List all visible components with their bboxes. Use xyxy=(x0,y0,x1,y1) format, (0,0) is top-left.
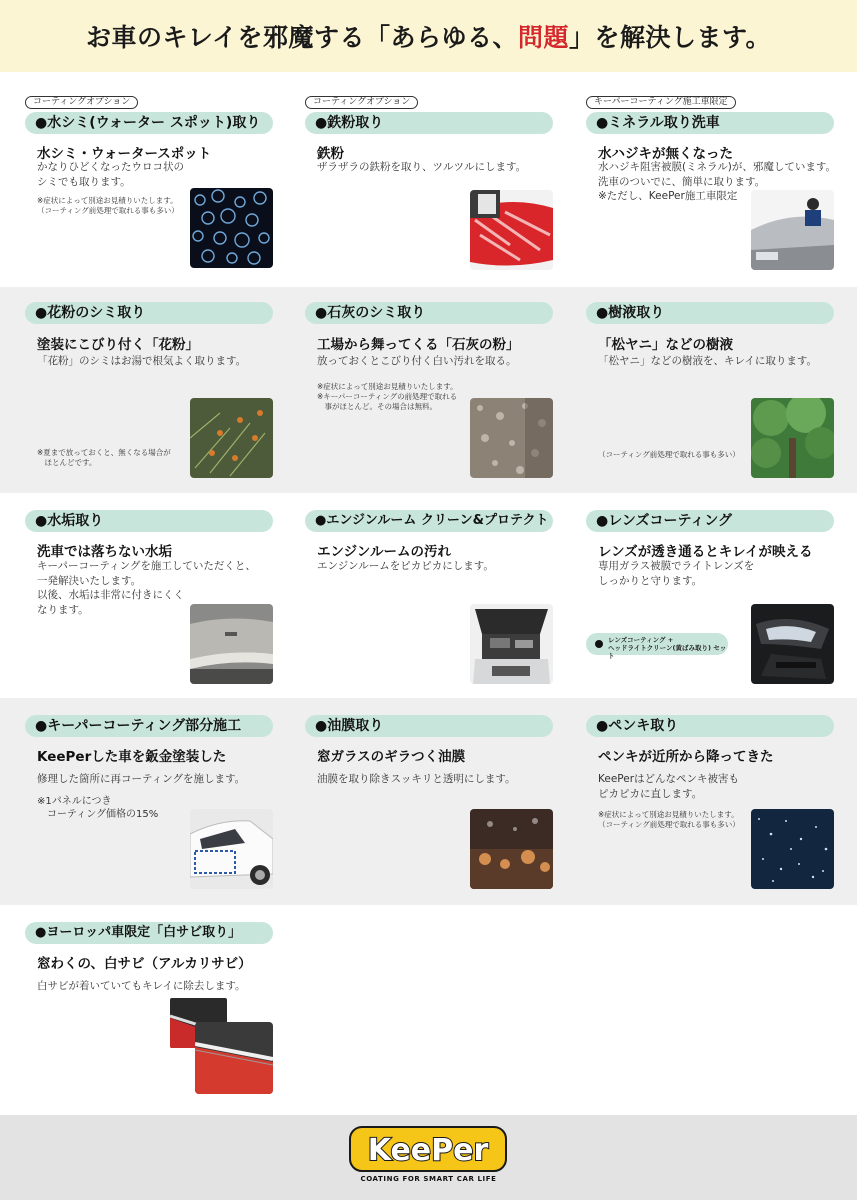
paint-photo xyxy=(751,809,834,889)
water-spot-photo xyxy=(190,188,273,268)
item-title: ●ミネラル取り洗車 xyxy=(586,112,834,134)
item-subtitle: 塗装にこびり付く「花粉」 xyxy=(37,337,199,353)
item-subtitle: レンズが透き通るとキレイが映える xyxy=(598,544,813,560)
item-subtitle: エンジンルームの汚れ xyxy=(317,544,451,560)
item-desc: 「花粉」のシミはお湯で根気よく取ります。 xyxy=(37,355,247,367)
page-header xyxy=(0,0,857,72)
tree-sap-photo xyxy=(751,398,834,478)
item-subtitle: 水シミ・ウォータースポット xyxy=(37,146,212,162)
item-desc: 放っておくとこびり付く白い汚れを取る。 xyxy=(317,355,517,367)
item-desc: KeePerはどんなペンキ被害も ピカピカに直します。 xyxy=(598,773,740,800)
item-subtitle: 工場から舞ってくる「石灰の粉」 xyxy=(317,337,520,353)
item-engine-room xyxy=(305,510,555,695)
item-desc: かなりひどくなったウロコ状の シミでも取ります。 xyxy=(37,161,184,188)
item-tag: キーパーコーティング施工車限定 xyxy=(586,96,736,109)
iron-powder-photo xyxy=(470,190,553,270)
item-note: （コーティング前処理で取れる事も多い） xyxy=(598,450,740,459)
row-1 xyxy=(0,72,857,287)
item-desc: 油膜を取り除きスッキリと透明にします。 xyxy=(317,773,516,785)
item-note: ※症状によって別途お見積りいたします。 ※キーパーコーティングの前処理で取れる 事がほとんど。その場合は無料。 xyxy=(317,382,458,411)
white-rust-photo xyxy=(195,1022,273,1094)
item-note: ※1パネルにつき コーティング価格の15% xyxy=(37,796,159,820)
item-desc: 白サビが着いていてもキレイに除去します。 xyxy=(37,980,246,992)
item-title: ●油膜取り xyxy=(305,715,553,737)
row-5 xyxy=(0,905,857,1115)
row-2 xyxy=(0,287,857,493)
item-subtitle: 鉄粉 xyxy=(317,146,344,162)
bullet-icon xyxy=(595,640,603,648)
mineral-wash-photo xyxy=(751,190,834,270)
item-subtitle: 窓わくの、白サビ（アルカリサビ） xyxy=(37,956,252,972)
item-note: ※症状によって別途お見積りいたします。 （コーティング前処理で取れる事も多い） xyxy=(598,810,740,829)
item-desc: エンジンルームをピカピカにします。 xyxy=(317,560,494,572)
row-4 xyxy=(0,698,857,905)
row-3 xyxy=(0,493,857,698)
item-title: ●ペンキ取り xyxy=(586,715,834,737)
item-title: ●レンズコーティング xyxy=(586,510,834,532)
item-subtitle: KeePerした車を鈑金塗装した xyxy=(37,749,227,765)
item-desc: ザラザラの鉄粉を取り、ツルツルにします。 xyxy=(317,161,527,173)
item-title: ●ヨーロッパ車限定「白サビ取り」 xyxy=(25,922,273,944)
headlight-photo xyxy=(751,604,834,684)
keeper-logo xyxy=(348,1125,508,1173)
item-subtitle: 洗車では落ちない水垢 xyxy=(37,544,172,560)
item-title: ●キーパーコーティング部分施工 xyxy=(25,715,273,737)
logo-text: KeePer xyxy=(367,1133,489,1168)
item-subtitle: 窓ガラスのギラつく油膜 xyxy=(317,749,466,765)
item-title: ●水シミ(ウォーター スポット)取り xyxy=(25,112,273,134)
item-note: ※夏まで放っておくと、無くなる場合が ほとんどです。 xyxy=(37,448,171,467)
item-title: ●樹液取り xyxy=(586,302,834,324)
item-title: ●エンジンルーム クリーン&プロテクト xyxy=(305,510,553,532)
oil-film-photo xyxy=(470,809,553,889)
item-desc: 修理した箇所に再コーティングを施します。 xyxy=(37,773,246,785)
item-desc: キーパーコーティングを施工していただくと、 一発解決いたします。 以後、水垢は非常に付きにくく なります。 xyxy=(37,560,256,616)
tagline: COATING FOR SMART CAR LIFE xyxy=(360,1175,497,1183)
footer xyxy=(0,1115,857,1200)
item-desc: 専用ガラス被膜でライトレンズを しっかりと守ります。 xyxy=(598,560,755,587)
lime-photo xyxy=(470,398,553,478)
item-white-rust xyxy=(25,922,275,1112)
item-water-spot xyxy=(25,96,275,276)
page-title: お車のキレイを邪魔する「あらゆる、問題」を解決します。 xyxy=(85,23,772,52)
scale-photo xyxy=(190,604,273,684)
item-lens-coating xyxy=(586,510,836,695)
item-subtitle: 水ハジキが無くなった xyxy=(598,146,733,162)
item-title: ●水垢取り xyxy=(25,510,273,532)
item-pollen xyxy=(25,302,275,492)
item-note: ※症状によって別途お見積りいたします。 （コーティング前処理で取れる事も多い） xyxy=(37,196,179,215)
item-paint xyxy=(586,715,836,900)
item-partial-coating xyxy=(25,715,275,900)
item-title: ●鉄粉取り xyxy=(305,112,553,134)
item-iron-powder xyxy=(305,96,555,276)
item-oil-film xyxy=(305,715,555,900)
item-subtitle: 「松ヤニ」などの樹液 xyxy=(598,337,733,353)
engine-room-photo xyxy=(470,604,553,684)
item-desc: 水ハジキ阻害被膜(ミネラル)が、邪魔しています。 洗車のついでに、簡単に取ります。 ※ただし、KeePer施工車限定 xyxy=(598,161,837,202)
item-title: ●花粉のシミ取り xyxy=(25,302,273,324)
title-highlight: 問題 xyxy=(517,23,569,52)
item-desc: 「松ヤニ」などの樹液を、キレイに取ります。 xyxy=(598,355,818,367)
partial-coating-photo xyxy=(190,809,273,889)
pollen-photo xyxy=(190,398,273,478)
item-subtitle: ペンキが近所から降ってきた xyxy=(598,749,774,765)
item-title: ●石灰のシミ取り xyxy=(305,302,553,324)
item-tag: コーティングオプション xyxy=(25,96,138,109)
item-water-scale xyxy=(25,510,275,695)
lens-set-badge: レンズコーティング + ヘッドライトクリーン(黄ばみ取り) セット xyxy=(586,633,728,655)
item-tag: コーティングオプション xyxy=(305,96,418,109)
item-tree-sap xyxy=(586,302,836,492)
item-lime xyxy=(305,302,555,492)
item-mineral-wash xyxy=(586,96,836,276)
